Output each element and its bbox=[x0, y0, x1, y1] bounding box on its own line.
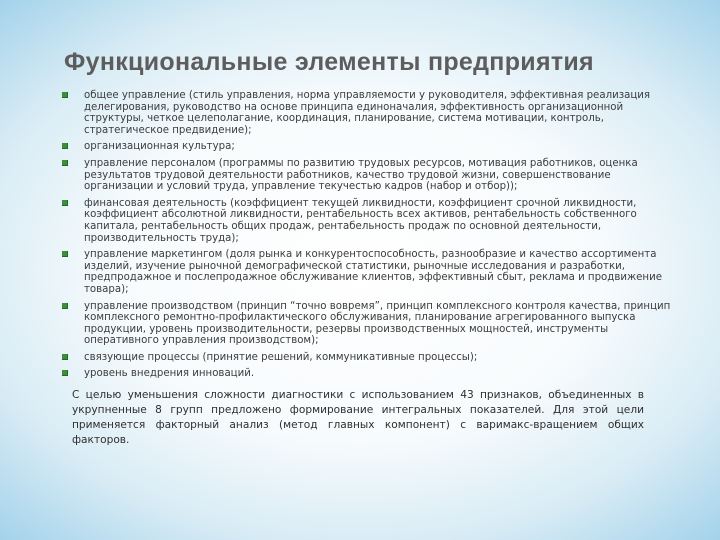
bullet-item-marketing-management bbox=[60, 249, 672, 295]
bullet-text: управление маркетингом (доля рынка и конкурентоспособность, разнообразие и качество ассортимента изделий, изучение рыночной демографической статистики, рыночные исследования и разработки, предпродажное и послепродажное обслуживание клиентов, эффективный сбыт, реклама и продвижение товара); bbox=[84, 249, 662, 295]
bullet-text: управление персоналом (программы по развитию трудовых ресурсов, мотивация работников, оценка результатов трудовой деятельности работников, качество трудовой жизни, совершенствование организации и условий труда, управление текучестью кадров (набор и отбор)); bbox=[84, 157, 638, 193]
square-bullet-icon bbox=[62, 354, 68, 360]
square-bullet-icon bbox=[62, 251, 68, 257]
bullet-item-financial-activity bbox=[60, 198, 672, 244]
square-bullet-icon bbox=[62, 160, 68, 166]
summary-paragraph: С целью уменьшения сложности диагностики с использованием 43 признаков, объединенных в укрупненные 8 групп предложено формирование интегральных показателей. Для этой цели применяется факторный анализ (метод главных компонент) с варимакс-вращением общих факторов. bbox=[72, 389, 644, 446]
bullet-item-linking-processes bbox=[60, 352, 672, 364]
square-bullet-icon bbox=[62, 143, 68, 149]
bullet-item-production-management bbox=[60, 301, 672, 347]
bullet-item-organizational-culture bbox=[60, 141, 672, 153]
bullet-text: организационная культура; bbox=[84, 141, 235, 153]
bullet-text: финансовая деятельность (коэффициент текущей ликвидности, коэффициент срочной ликвидности, коэффициент абсолютной ликвидности, рентабельность всех активов, рентабельность собственного капитала, рентабельность общих продаж, рентабельность продаж по основной деятельности, производительность труда); bbox=[84, 197, 637, 244]
slide-title: Функциональные элементы предприятия bbox=[64, 48, 594, 76]
bullet-item-general-management bbox=[60, 90, 672, 136]
bullet-item-innovation-level bbox=[60, 368, 672, 380]
square-bullet-icon bbox=[62, 370, 68, 376]
bullet-text: общее управление (стиль управления, норма управляемости у руководителя, эффективная реализация делегирования, руководство на основе принципа единоначалия, эффективность организационной структуры, четкое целеполагание, координация, планирование, система мотивации, контроль, стратегическое предвидение); bbox=[84, 90, 651, 136]
bullet-text: уровень внедрения инноваций. bbox=[84, 368, 255, 380]
bullet-item-personnel-management bbox=[60, 158, 672, 193]
bullet-list bbox=[60, 90, 672, 385]
bullet-text: управление производством (принцип “точно вовремя”, принцип комплексного контроля качества, принцип комплексного ремонтно-профилактического обслуживания, планирование агрегированного выпуска продукции, уровень производительности, резервы производственных мощностей, инструменты оперативного управления производством); bbox=[84, 300, 671, 347]
bullet-text: связующие процессы (принятие решений, коммуникативные процессы); bbox=[84, 351, 478, 363]
square-bullet-icon bbox=[62, 303, 68, 309]
square-bullet-icon bbox=[62, 200, 68, 206]
square-bullet-icon bbox=[62, 92, 68, 98]
